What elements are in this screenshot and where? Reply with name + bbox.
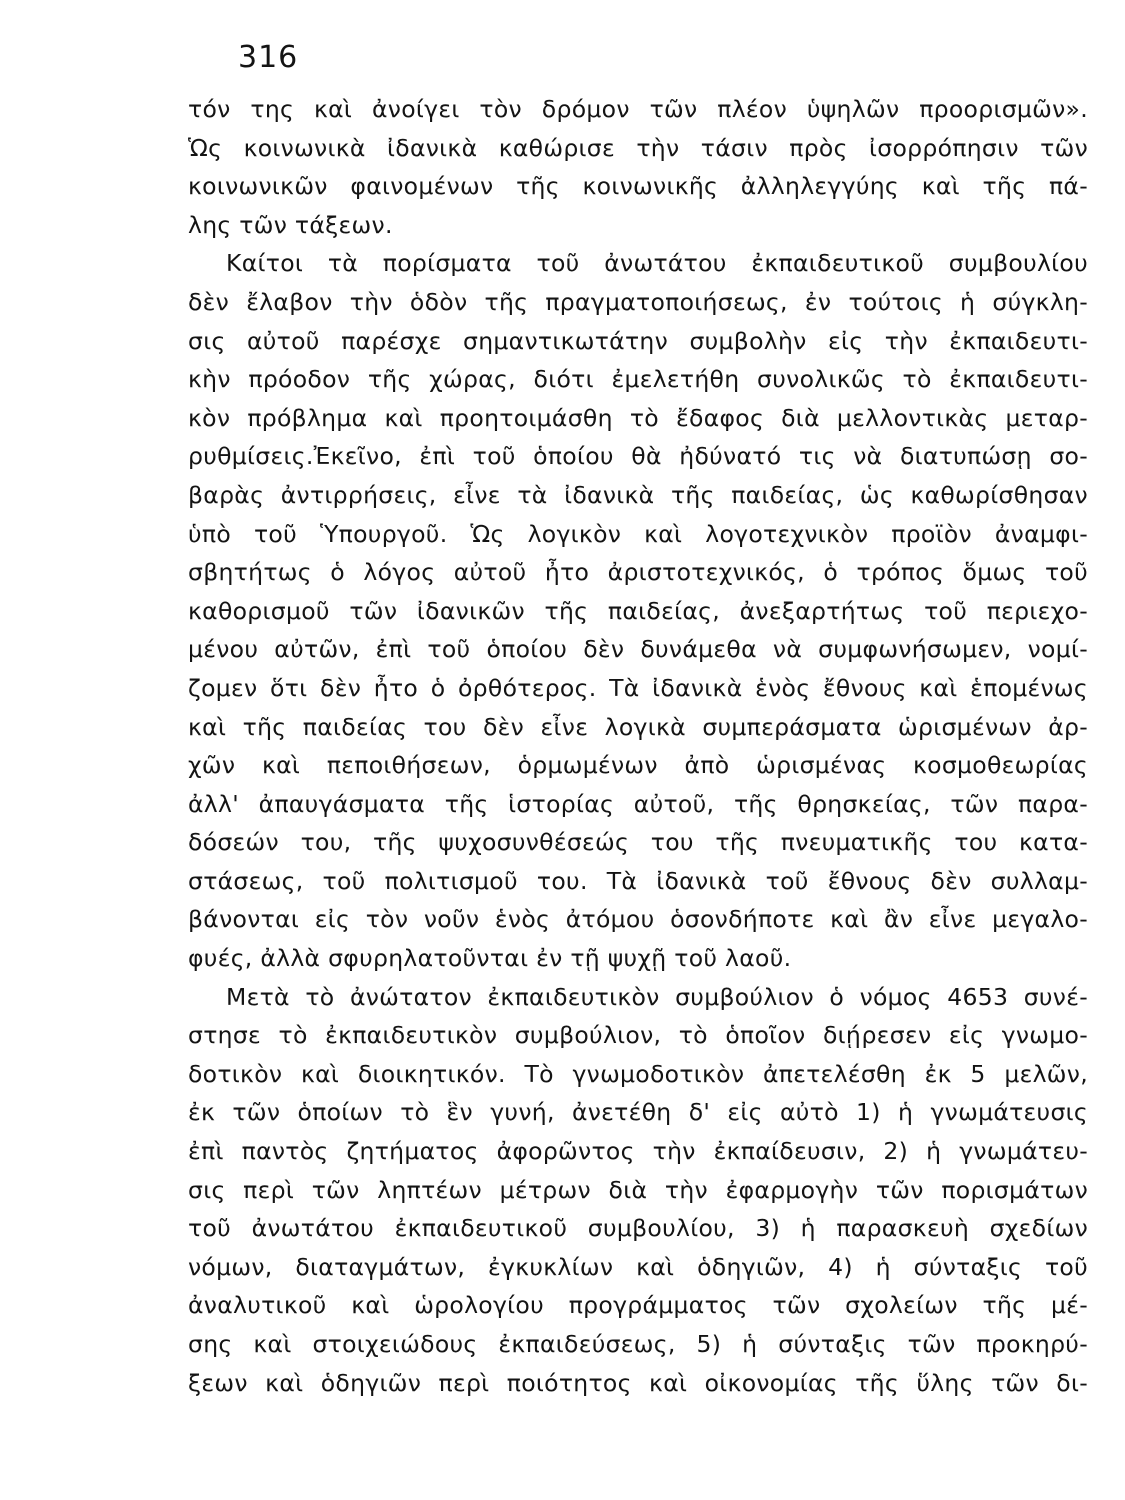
text-line: φυές, ἀλλὰ σφυρηλατοῦνται ἐν τῇ ψυχῇ τοῦ λαοῦ. xyxy=(188,944,792,973)
text-line: δοτικὸν καὶ διοικητικόν. Τὸ γνωμοδοτικὸν ἀπετελέσθη ἐκ 5 μελῶν, xyxy=(188,1059,1088,1088)
text-line: ἀναλυτικοῦ καὶ ὡρολογίου προγράμματος τῶν σχολείων τῆς μέ- xyxy=(188,1291,1088,1320)
text-line: χῶν καὶ πεποιθήσεων, ὁρμωμένων ἀπὸ ὡρισμένας κοσμοθεωρίας xyxy=(188,751,1088,780)
text-line: ἀλλ' ἀπαυγάσματα τῆς ἱστορίας αὐτοῦ, τῆς θρησκείας, τῶν παρα- xyxy=(188,789,1088,818)
text-line: ἐπὶ παντὸς ζητήματος ἀφορῶντος τὴν ἐκπαίδευσιν, 2) ἡ γνωμάτευ- xyxy=(188,1137,1088,1166)
text-line: καὶ τῆς παιδείας του δὲν εἶνε λογικὰ συμπεράσματα ὡρισμένων ἀρ- xyxy=(188,712,1088,741)
text-line: στησε τὸ ἐκπαιδευτικὸν συμβούλιον, τὸ ὁποῖον διῄρεσεν εἰς γνωμο- xyxy=(188,1021,1088,1050)
text-line: βαρὰς ἀντιρρήσεις, εἶνε τὰ ἰδανικὰ τῆς παιδείας, ὡς καθωρίσθησαν xyxy=(188,480,1088,509)
text-line: σης καὶ στοιχειώδους ἐκπαιδεύσεως, 5) ἡ σύνταξις τῶν προκηρύ- xyxy=(188,1330,1088,1358)
text-line: κὸν πρόβλημα καὶ προητοιμάσθη τὸ ἔδαφος διὰ μελλοντικὰς μεταρ- xyxy=(188,403,1088,432)
text-line: ἐκ τῶν ὁποίων τὸ ἓν γυνή, ἀνετέθη δ' εἰς αὐτὸ 1) ἡ γνωμάτευσις xyxy=(188,1098,1088,1127)
text-line: σβητήτως ὁ λόγος αὐτοῦ ἦτο ἀριστοτεχνικός, ὁ τρόπος ὅμως τοῦ xyxy=(188,558,1088,587)
paragraph-first-line: Μετὰ τὸ ἀνώτατον ἐκπαιδευτικὸν συμβούλιον ὁ νόμος 4653 συνέ- xyxy=(226,982,1088,1011)
text-line: κὴν πρόοδον τῆς χώρας, διότι ἐμελετήθη συνολικῶς τὸ ἐκπαιδευτι- xyxy=(188,365,1088,394)
text-line: τοῦ ἀνωτάτου ἐκπαιδευτικοῦ συμβουλίου, 3) ἡ παρασκευὴ σχεδίων xyxy=(188,1214,1088,1243)
text-line: κοινωνικῶν φαινομένων τῆς κοινωνικῆς ἀλληλεγγύης καὶ τῆς πά- xyxy=(188,172,1088,201)
text-line: δόσεών του, τῆς ψυχοσυνθέσεώς του τῆς πνευματικῆς του κατα- xyxy=(188,828,1088,857)
text-line: στάσεως, τοῦ πολιτισμοῦ του. Τὰ ἰδανικὰ τοῦ ἔθνους δὲν συλλαμ- xyxy=(188,866,1088,895)
text-line: σις περὶ τῶν ληπτέων μέτρων διὰ τὴν ἐφαρμογὴν τῶν πορισμάτων xyxy=(188,1175,1088,1204)
text-line: ὑπὸ τοῦ Ὑπουργοῦ. Ὡς λογικὸν καὶ λογοτεχνικὸν προϊὸν ἀναμφι- xyxy=(188,519,1088,548)
text-line: ζομεν ὅτι δὲν ἦτο ὁ ὀρθότερος. Τὰ ἰδανικὰ ἑνὸς ἔθνους καὶ ἑπομένως xyxy=(188,673,1088,702)
paragraph-first-line: Καίτοι τὰ πορίσματα τοῦ ἀνωτάτου ἐκπαιδευτικοῦ συμβουλίου xyxy=(226,249,1088,278)
text-line: σις αὐτοῦ παρέσχε σημαντικωτάτην συμβολὴν εἰς τὴν ἐκπαιδευτι- xyxy=(188,326,1088,355)
text-line: λης τῶν τάξεων. xyxy=(188,210,393,239)
text-line: καθορισμοῦ τῶν ἰδανικῶν τῆς παιδείας, ἀνεξαρτήτως τοῦ περιεχο- xyxy=(188,596,1088,625)
page-number: 316 xyxy=(238,40,299,75)
text-line: τόν της καὶ ἀνοίγει τὸν δρόμον τῶν πλέον ὑψηλῶν προορισμῶν». xyxy=(188,95,1088,123)
body-text xyxy=(188,90,1088,1402)
text-line: ξεων καὶ ὁδηγιῶν περὶ ποιότητος καὶ οἰκονομίας τῆς ὕλης τῶν δι- xyxy=(188,1368,1088,1397)
text-line: νόμων, διαταγμάτων, ἐγκυκλίων καὶ ὁδηγιῶν, 4) ἡ σύνταξις τοῦ xyxy=(188,1252,1088,1281)
text-line: ρυθμίσεις.Ἐκεῖνο, ἐπὶ τοῦ ὁποίου θὰ ἠδύνατό τις νὰ διατυπώσῃ σο- xyxy=(188,442,1088,471)
text-line: βάνονται εἰς τὸν νοῦν ἑνὸς ἀτόμου ὁσονδήποτε καὶ ἂν εἶνε μεγαλο- xyxy=(188,905,1088,934)
text-line: μένου αὐτῶν, ἐπὶ τοῦ ὁποίου δὲν δυνάμεθα νὰ συμφωνήσωμεν, νομί- xyxy=(188,635,1088,664)
text-line: Ὡς κοινωνικὰ ἰδανικὰ καθώρισε τὴν τάσιν πρὸς ἰσορρόπησιν τῶν xyxy=(188,133,1088,162)
text-line: δὲν ἔλαβον τὴν ὁδὸν τῆς πραγματοποιήσεως, ἐν τούτοις ἡ σύγκλη- xyxy=(188,287,1088,316)
